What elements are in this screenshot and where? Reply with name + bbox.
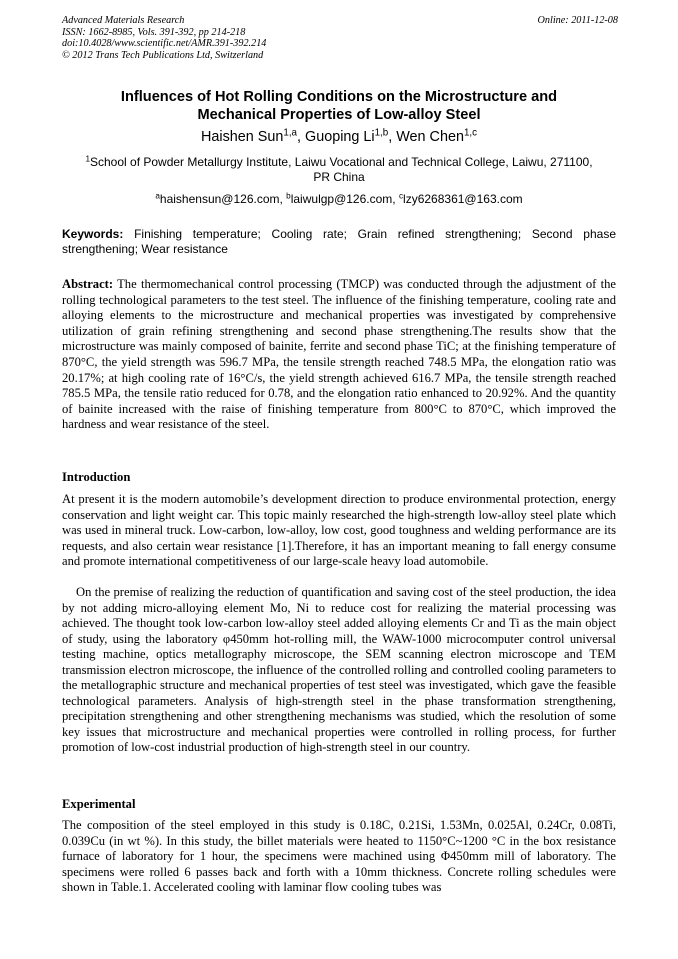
email-mark: b	[286, 191, 291, 201]
journal-name: Advanced Materials Research	[62, 15, 185, 26]
email-list	[62, 192, 616, 207]
keywords-text: Finishing temperature; Cooling rate; Grain refined strengthening; Second phase strengthening; Wear resistance	[62, 227, 616, 257]
email-mark: a	[155, 191, 160, 201]
author-affiliation-mark: 1,a	[283, 127, 297, 139]
copyright-line: © 2012 Trans Tech Publications Ltd, Switzerland	[62, 49, 264, 61]
title-line-2: Mechanical Properties of Low-alloy Steel	[197, 107, 481, 123]
publication-header	[62, 15, 618, 61]
keywords	[62, 227, 616, 257]
title-line-1: Influences of Hot Rolling Conditions on the Microstructure and	[120, 89, 558, 105]
affiliation	[62, 155, 616, 185]
paper-title	[62, 88, 616, 124]
email-address[interactable]: laiwulgp@126.com	[290, 192, 393, 206]
introduction-heading: Introduction	[62, 470, 131, 484]
author-list	[62, 128, 616, 146]
author-separator: ,	[388, 129, 397, 145]
introduction-paragraph-1: At present it is the modern automobile’s development direction to produce environmental protection, energy conservation and light weight car. This topic mainly researched the high-strength low-alloy steel plate which was used in mineral truck. Low-carbon, low-alloy, low cost, good toughness and welding performance are its requests, and also certain wear resistance [1].Therefore, it has an important meaning to fall energy consume and promote international competitiveness of our large-scale heavy load automobile.	[62, 492, 616, 569]
author-affiliation-mark: 1,b	[374, 127, 389, 139]
email-address[interactable]: haishensun@126.com	[159, 192, 280, 206]
email-address[interactable]: lzy6268361@163.com	[403, 192, 523, 206]
author-name: Wen Chen	[396, 129, 464, 145]
author-affiliation-mark: 1,c	[463, 127, 478, 139]
experimental-paragraph-1: The composition of the steel employed in this study is 0.18C, 0.21Si, 1.53Mn, 0.025Al, 0.24Cr, 0.08Ti, 0.039Cu (in wt %). In this study, the billet materials were heated to 1150°C~1200 °C in the box resistance furnace of laboratory for 1 hour, the specimens were machined using Φ450mm mill of laboratory. The specimens were rolled 6 passes back and forth with a 10mm thickness. Concrete rolling schedules were shown in Table.1. Accelerated cooling with laminar flow cooling tubes was	[62, 818, 616, 895]
affiliation-mark: 1	[85, 154, 90, 164]
issn-line: ISSN: 1662-8985, Vols. 391-392, pp 214-218	[62, 26, 246, 38]
introduction-paragraph-2: On the premise of realizing the reduction of quantification and saving cost of the steel production, the idea by not adding micro-alloying element Mo, Ni to reduce cost for realizing the material processing was achieved. The thought took low-carbon low-alloy steel added alloying elements Cr and Ti as the main object of study, using the laboratory φ450mm hot-rolling mill, the WAW-1000 microcomputer control universal testing machine, optics metallography microscope, the SEM scanning electron microscope and TEM transmission electron microscope, the influence of the controlled rolling and controlled cooling parameters to the metallographic structure and mechanical properties of test steel was investigated, which gave the feasible technological parameters. Analysis of high-strength steel in the phase transformation strengthening, precipitation strengthening and other strengthening mechanisms was studied, which the resolution of some key issues that microstructure and mechanical properties were controlled in rolling process, for further promotion of low-cost industrial production of high-strength steel in our country.	[62, 585, 616, 755]
affiliation-line-1: School of Powder Metallurgy Institute, Laiwu Vocational and Technical College, Laiwu, 271100,	[90, 155, 593, 169]
author-name: Haishen Sun	[200, 129, 284, 145]
email-mark: c	[398, 191, 404, 201]
experimental-heading: Experimental	[62, 797, 136, 811]
abstract-label: Abstract:	[62, 277, 114, 291]
author-name: Guoping Li	[305, 129, 375, 145]
online-date: Online: 2011-12-08	[537, 15, 618, 26]
keywords-label: Keywords:	[62, 227, 124, 241]
abstract-text: The thermomechanical control processing (TMCP) was conducted through the adjustment of the rolling technological parameters to the test steel. The influence of the finishing temperature, cooling rate and alloying elements to the microstructure and mechanical properties was investigated by comprehensive utilization of grain refining strengthening and second phase strengthening.The results show that the microstructure was mainly composed of bainite, ferrite and second phase TiC; at the finishing temperature of 870°C, the yield strength was 596.7 MPa, the tensile strength reached 748.5 MPa, the elongation ratio was 20.17%; at high cooling rate of 16°C/s, the yield strength achieved 616.7 MPa, the tensile strength reached 785.5 MPa, the tensile ratio reduced for 0.78, and the elongation ratio enhanced to 20.92%. And the quantity of bainite increased with the raise of finishing temperature from 800°C to 870°C, which improved the hardness and wear resistance of the steel.	[62, 277, 616, 432]
email-separator: ,	[392, 192, 399, 206]
doi-line: doi:10.4028/www.scientific.net/AMR.391-392.214	[62, 38, 267, 50]
email-separator: ,	[279, 192, 287, 206]
author-separator: ,	[297, 129, 305, 145]
affiliation-line-2: PR China	[313, 170, 365, 184]
abstract	[62, 277, 616, 433]
